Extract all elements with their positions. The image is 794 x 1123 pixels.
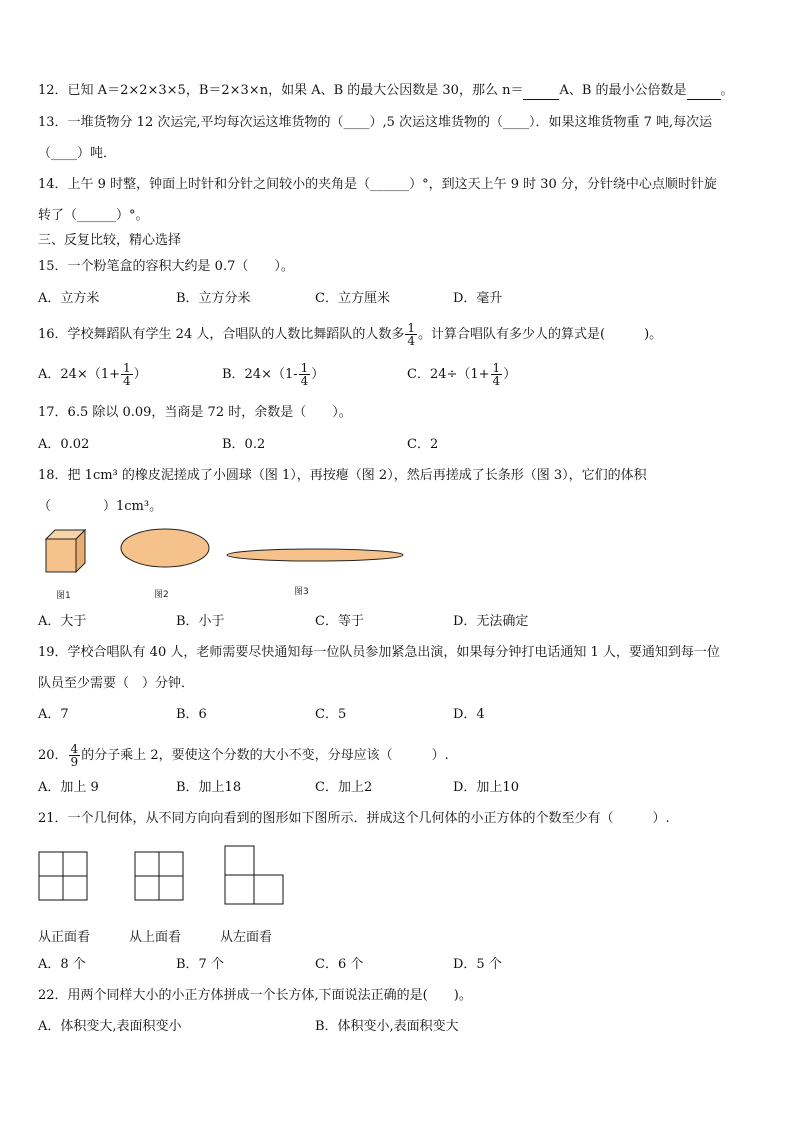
q22-stem: 22．用两个同样大小的小正方体拼成一个长方体,下面说法正确的是( )。 — [38, 988, 472, 1003]
top-view-cell — [135, 852, 159, 876]
q17-stem: 17．6.5 除以 0.09，当商是 72 时，余数是（ ）。 — [38, 405, 352, 420]
q16-frac-num: 1 — [407, 321, 415, 335]
q22-option-b[interactable]: B．体积变小,表面积变大 — [315, 1019, 459, 1034]
q16-option-a[interactable] — [38, 362, 147, 387]
q21-stem: 21．一个几何体，从不同方向向看到的图形如下图所示．拼成这个几何体的小正方体的个数至少有（ ）. — [38, 811, 670, 826]
q16-a-den: 4 — [123, 374, 131, 388]
flattened-disc-figure — [121, 529, 209, 567]
q16-b-pre: B．24×（1- — [222, 367, 298, 382]
q16-b-num: 1 — [300, 361, 309, 375]
left-view-cell — [225, 846, 254, 875]
q16-c-post: ） — [503, 367, 517, 382]
q20-fraction — [69, 743, 81, 768]
q12-end: 。 — [720, 83, 734, 98]
q21-option-d[interactable]: D．5 个 — [453, 957, 502, 972]
top-view-grid — [135, 852, 183, 900]
q16-c-num: 1 — [492, 361, 501, 375]
q17-option-c[interactable]: C．2 — [407, 437, 439, 452]
q16-option-b[interactable] — [222, 362, 324, 387]
q20-frac-den: 9 — [70, 755, 79, 769]
question-12 — [38, 83, 734, 100]
q18-line1: 18．把 1cm³ 的橡皮泥搓成了小圆球（图 1），再按瘪（图 2），然后再搓成了长条形（图 3），它们的体积 — [38, 468, 647, 483]
q16-c-frac — [491, 362, 503, 387]
q20-stem — [38, 743, 449, 768]
q21-option-a[interactable]: A．8 个 — [38, 957, 86, 972]
q16-a-num: 1 — [123, 361, 131, 375]
q21-views — [0, 842, 794, 912]
view-label-left: 从左面看 — [220, 930, 273, 945]
q15-option-b[interactable]: B．立方分米 — [176, 291, 251, 306]
left-view-cell — [254, 875, 283, 904]
top-view-cell — [135, 876, 159, 900]
front-view-grid — [39, 852, 87, 900]
q19-option-b[interactable]: B．6 — [176, 707, 207, 722]
front-view-cell — [39, 876, 63, 900]
q18-option-d[interactable]: D．无法确定 — [453, 614, 529, 629]
cube-figure — [46, 530, 85, 572]
q18-option-a[interactable]: A．大于 — [38, 614, 87, 629]
view-label-front: 从正面看 — [38, 930, 91, 945]
q16-a-post: ） — [133, 367, 147, 382]
q21-option-b[interactable]: B．7 个 — [176, 957, 224, 972]
q19-line1: 19．学校合唱队有 40 人，老师需要尽快通知每一位队员参加紧急出演，如果每分钟打电话通知 1 人，要通知到每一位 — [38, 645, 720, 660]
caption-fig3: 图3 — [294, 587, 309, 597]
q13-line1: 13．一堆货物分 12 次运完,平均每次运这堆货物的（____）,5 次运这堆货物的（____）．如果这堆货物重 7 吨,每次运 — [38, 115, 713, 130]
front-view-cell — [63, 852, 87, 876]
q19-line2: 队员至少需要（ ）分钟． — [38, 676, 195, 691]
q12-blank-lcm[interactable] — [687, 83, 721, 100]
q16-a-pre: A．24×（1+ — [38, 367, 120, 382]
q16-c-den: 4 — [492, 374, 501, 388]
q20-option-a[interactable]: A．加上 9 — [38, 780, 99, 795]
q18-figures — [0, 524, 794, 604]
q19-option-c[interactable]: C．5 — [315, 707, 347, 722]
top-view-cell — [159, 852, 183, 876]
q18-line2: （ ）1cm³。 — [38, 499, 163, 514]
q12-text: 12．已知 A＝2×2×3×5，B＝2×3×n，如果 A、B 的最大公因数是 30，那么 n＝ — [38, 83, 524, 98]
q20-frac-num: 4 — [70, 742, 79, 756]
q16-option-c[interactable] — [407, 362, 516, 387]
front-view-cell — [63, 876, 87, 900]
q19-option-a[interactable]: A．7 — [38, 707, 69, 722]
q18-option-b[interactable]: B．小于 — [176, 614, 225, 629]
q15-option-d[interactable]: D．毫升 — [453, 291, 503, 306]
q14-line1: 14．上午 9 时整，钟面上时针和分针之间较小的夹角是（______）°，到这天上午 9 时 30 分，分针绕中心点顺时针旋 — [38, 177, 717, 192]
q15-option-c[interactable]: C．立方厘米 — [315, 291, 390, 306]
q15-option-a[interactable]: A．立方米 — [38, 291, 100, 306]
caption-fig1: 图1 — [56, 591, 71, 601]
section-title: 三、反复比较，精心选择 — [38, 233, 182, 248]
q20-option-c[interactable]: C．加上2 — [315, 780, 373, 795]
q20-post: 的分子乘上 2，要使这个分数的大小不变，分母应该（ ）. — [81, 748, 449, 763]
q14-line2: 转了（______）°。 — [38, 208, 149, 223]
left-view-cell — [225, 875, 254, 904]
q16-fraction — [405, 322, 417, 347]
q16-b-frac — [299, 362, 311, 387]
q15-stem: 15．一个粉笔盒的容积大约是 0.7（ ）。 — [38, 259, 294, 274]
q16-stem-after: 。计算合唱队有多少人的算式是( )。 — [418, 327, 663, 342]
q19-option-d[interactable]: D．4 — [453, 707, 485, 722]
q16-a-frac — [121, 362, 133, 387]
q20-option-b[interactable]: B．加上18 — [176, 780, 242, 795]
q12-tail: A、B 的最小公倍数是 — [559, 83, 687, 98]
cube-front — [46, 539, 76, 572]
q22-option-a[interactable]: A．体积变大,表面积变小 — [38, 1019, 182, 1034]
q16-stem-before: 16．学校舞蹈队有学生 24 人，合唱队的人数比舞蹈队的人数多 — [38, 327, 405, 342]
q16-b-den: 4 — [300, 374, 309, 388]
top-view-cell — [159, 876, 183, 900]
q17-option-a[interactable]: A．0.02 — [38, 437, 90, 452]
q16-frac-den: 4 — [407, 334, 415, 348]
caption-fig2: 图2 — [154, 590, 169, 600]
q20-option-d[interactable]: D．加上10 — [453, 780, 519, 795]
left-view-grid — [225, 846, 283, 904]
q13-line2: （____）吨． — [38, 146, 117, 161]
q16-c-pre: C．24÷（1+ — [407, 367, 490, 382]
q18-option-c[interactable]: C．等于 — [315, 614, 364, 629]
q16-stem — [38, 322, 662, 347]
q20-pre: 20． — [38, 748, 68, 763]
front-view-cell — [39, 852, 63, 876]
q21-option-c[interactable]: C．6 个 — [315, 957, 364, 972]
q16-b-post: ） — [311, 367, 325, 382]
view-label-top: 从上面看 — [129, 930, 182, 945]
long-strip-figure — [227, 549, 403, 561]
q17-option-b[interactable]: B．0.2 — [222, 437, 266, 452]
q12-blank-n[interactable] — [523, 83, 559, 100]
